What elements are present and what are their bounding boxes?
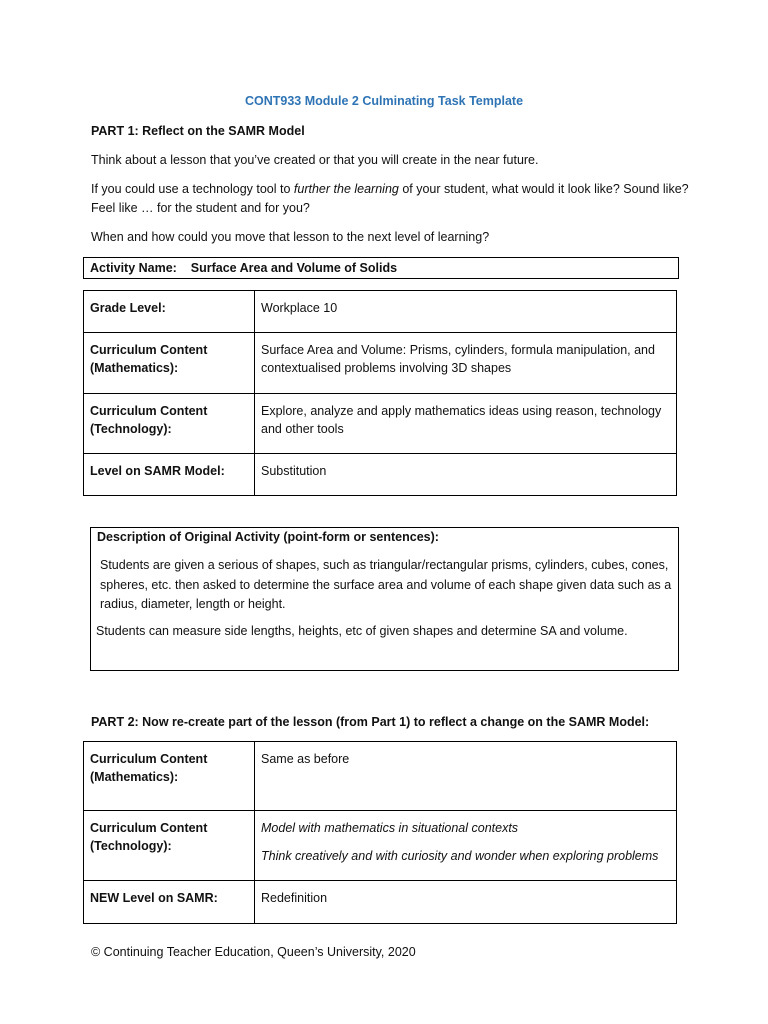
new-samr-level-label: NEW Level on SAMR: [90, 891, 218, 905]
part1-heading: PART 1: Reflect on the SAMR Model [91, 124, 305, 138]
new-math-content-value: Same as before [261, 752, 350, 766]
math-content-label: Curriculum Content (Mathematics): [90, 343, 208, 375]
samr-level-label: Level on SAMR Model: [90, 464, 225, 478]
lesson-info-table [83, 290, 677, 496]
grade-level-label: Grade Level: [90, 301, 166, 315]
part1-line2-end: of your student, what would it look like? Sound like? Feel like … for the student and for you? [91, 182, 689, 215]
new-tech-content-label: Curriculum Content (Technology): [90, 821, 208, 853]
new-tech-content-value-2: Think creatively and with curiosity and wonder when exploring problems [261, 849, 659, 863]
activity-name-cell [84, 258, 679, 279]
tech-content-label: Curriculum Content (Technology): [90, 404, 208, 436]
recreated-lesson-table [83, 741, 677, 924]
table-row [84, 811, 677, 881]
part1-line3: When and how could you move that lesson to the next level of learning? [91, 230, 490, 244]
table-row [84, 454, 677, 496]
activity-name-label: Activity Name: [90, 261, 177, 275]
part1-line1: Think about a lesson that you’ve created or that you will create in the near future. [91, 153, 539, 167]
part1-line2 [91, 180, 691, 218]
description-heading: Description of Original Activity (point-form or sentences): [97, 530, 439, 544]
document-title: CONT933 Module 2 Culminating Task Template [244, 94, 524, 108]
part1-line2-start: If you could use a technology tool to [91, 182, 294, 196]
math-content-value: Surface Area and Volume: Prisms, cylinders, formula manipulation, and contextualised problems involving 3D shapes [261, 343, 655, 375]
table-row [84, 291, 677, 333]
copyright-footer: © Continuing Teacher Education, Queen’s University, 2020 [91, 945, 416, 959]
table-row [84, 394, 677, 454]
new-tech-content-value-1: Model with mathematics in situational contexts [261, 821, 519, 835]
grade-level-value: Workplace 10 [261, 301, 338, 315]
original-activity-description [90, 527, 679, 671]
samr-level-value: Substitution [261, 464, 327, 478]
description-paragraph-1: Students are given a serious of shapes, such as triangular/rectangular prisms, cylinders, cubes, cones, spheres, etc. then asked to determine the surface area and volume of each shape given data such as a radius, diameter, length or height. [100, 558, 672, 611]
part1-line2-emphasis: further the learning [293, 182, 399, 196]
activity-name-table [83, 257, 679, 279]
description-paragraph-2: Students can measure side lengths, heights, etc of given shapes and determine SA and volume. [96, 624, 628, 638]
table-row [84, 333, 677, 394]
new-samr-level-value: Redefinition [261, 891, 328, 905]
table-row [84, 742, 677, 811]
new-math-content-label: Curriculum Content (Mathematics): [90, 752, 208, 784]
tech-content-value: Explore, analyze and apply mathematics ideas using reason, technology and other tools [261, 404, 662, 436]
table-row [84, 881, 677, 924]
part2-heading: PART 2: Now re-create part of the lesson (from Part 1) to reflect a change on the SAMR Model: [91, 715, 650, 729]
activity-name-value: Surface Area and Volume of Solids [190, 261, 398, 275]
